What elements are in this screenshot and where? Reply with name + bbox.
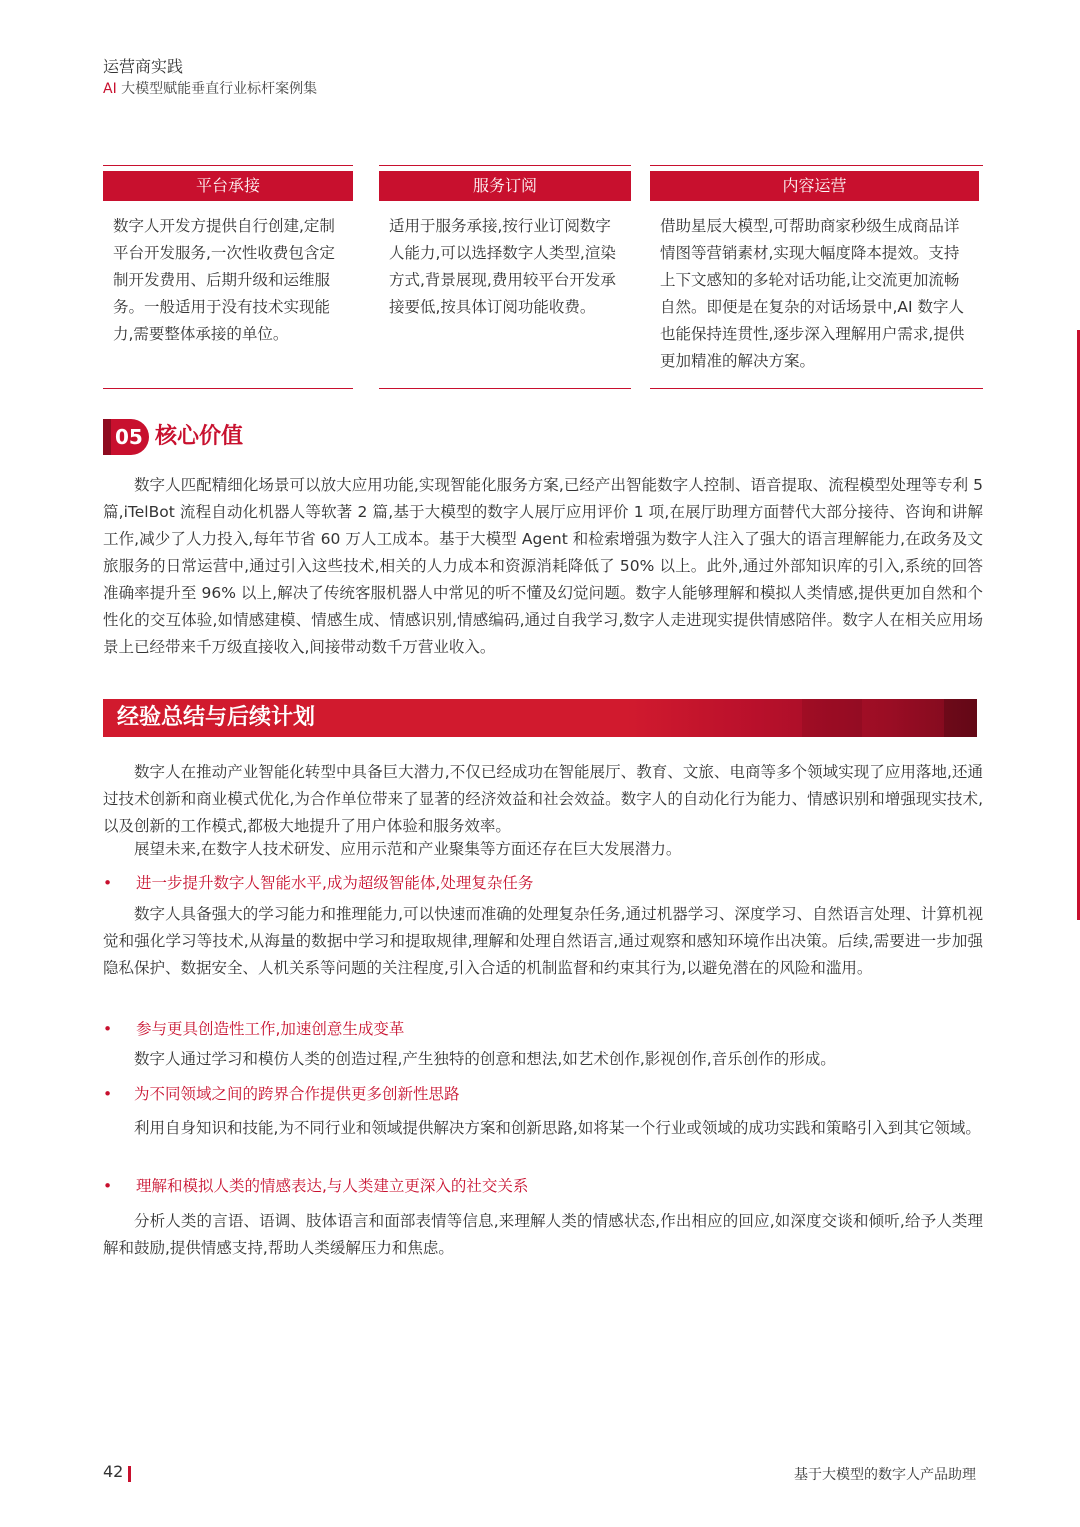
- footer-divider: [128, 1466, 131, 1482]
- bullet-title: 理解和模拟人类的情感表达,与人类建立更深入的社交关系: [136, 1177, 529, 1195]
- section-number-badge: [103, 419, 149, 455]
- bullet-dot-icon: •: [103, 1085, 113, 1103]
- column-body: 借助星辰大模型,可帮助商家秒级生成商品详情图等营销素材,实现大幅度降本提效。支持上下文感知的多轮对话功能,让交流更加流畅自然。即便是在复杂的对话场景中,AI 数字人也能保持连贯性,逐步深入理解用户需求,提供更加精准的解决方案。: [660, 217, 965, 370]
- column-content-ops: [650, 165, 983, 389]
- summary-banner: [103, 699, 977, 737]
- bullet-title: 为不同领域之间的跨界合作提供更多创新性思路: [134, 1085, 460, 1103]
- header-title: 运营商实践: [103, 57, 184, 76]
- summary-outlook-paragraph: 展望未来,在数字人技术研发、应用示范和产业聚集等方面还存在巨大发展潜力。: [134, 840, 682, 858]
- column-body: 数字人开发方提供自行创建,定制平台开发服务,一次性收费包含定制开发费用、后期升级和运维服务。一般适用于没有技术实现能力,需要整体承接的单位。: [113, 217, 335, 343]
- bullet-dot-icon: •: [103, 874, 113, 892]
- bullet-body: 分析人类的言语、语调、肢体语言和面部表情等信息,来理解人类的情感状态,作出相应的回应,如深度交谈和倾听,给予人类理解和鼓励,提供情感支持,帮助人类缓解压力和焦虑。: [103, 1212, 983, 1257]
- banner-decoration: [944, 699, 977, 737]
- section-title: 核心价值: [155, 424, 244, 449]
- column-heading: 内容运营: [650, 171, 979, 201]
- column-subscription: [379, 165, 631, 389]
- bullet-title: 进一步提升数字人智能水平,成为超级智能体,处理复杂任务: [136, 874, 534, 892]
- core-value-paragraph: 数字人匹配精细化场景可以放大应用功能,实现智能化服务方案,已经产出智能数字人控制、语音提取、流程模型处理等专利 5 篇,iTelBot 流程自动化机器人等软著 2 篇,基于大模型的数字人展厅应用评价 1 项,在展厅助理方面替代大部分接待、咨询和讲解工作,减少了人力投入,每年节省 60 万人工成本。基于大模型 Agent 和检索增强为数字人注入了强大的语言理解能力,在政务及文旅服务的日常运营中,通过引入这些技术,相关的人力成本和资源消耗降低了 50% 以上。此外,通过外部知识库的引入,系统的回答准确率提升至 96% 以上,解决了传统客服机器人中常见的听不懂及幻觉问题。数字人能够理解和模拟人类情感,提供更加自然和个性化的交互体验,如情感建模、情感生成、情感识别,情感编码,通过自我学习,数字人走进现实提供情感陪伴。数字人在相关应用场景上已经带来千万级直接收入,间接带动数千万营业收入。: [103, 476, 983, 656]
- bullet-body: 数字人具备强大的学习能力和推理能力,可以快速而准确的处理复杂任务,通过机器学习、深度学习、自然语言处理、计算机视觉和强化学习等技术,从海量的数据中学习和提取规律,理解和处理自然语言,通过观察和感知环境作出决策。后续,需要进一步加强隐私保护、数据安全、人机关系等问题的关注程度,引入合适的机制监督和约束其行为,以避免潜在的风险和滥用。: [103, 905, 983, 977]
- section-heading-core-value: [103, 415, 503, 455]
- column-body: 适用于服务承接,按行业订阅数字人能力,可以选择数字人类型,渲染方式,背景展现,费用较平台开发承接要低,按具体订阅功能收费。: [389, 217, 616, 316]
- footer-doc-title: 基于大模型的数字人产品助理: [794, 1467, 976, 1483]
- business-model-columns: [103, 165, 983, 387]
- summary-intro-paragraph: 数字人在推动产业智能化转型中具备巨大潜力,不仅已经成功在智能展厅、教育、文旅、电商等多个领域实现了应用落地,还通过技术创新和商业模式优化,为合作单位带来了显著的经济效益和社会效益。数字人的自动化行为能力、情感识别和增强现实技术,以及创新的工作模式,都极大地提升了用户体验和服务效率。: [103, 763, 983, 835]
- header-subtitle-rest: 大模型赋能垂直行业标杆案例集: [116, 81, 318, 97]
- bullet-body: 利用自身知识和技能,为不同行业和领域提供解决方案和创新思路,如将某一个行业或领域的成功实践和策略引入到其它领域。: [134, 1119, 981, 1137]
- header-subtitle: [103, 79, 317, 99]
- bullet-dot-icon: •: [103, 1177, 113, 1195]
- section-number: 05: [115, 425, 143, 449]
- column-heading: 平台承接: [103, 171, 353, 201]
- page-header: [103, 55, 317, 99]
- banner-decoration: [802, 699, 862, 737]
- bullet-title: 参与更具创造性工作,加速创意生成变革: [136, 1020, 405, 1038]
- column-heading: 服务订阅: [379, 171, 631, 201]
- header-subtitle-ai: AI: [103, 81, 117, 97]
- bullet-body: 数字人通过学习和模仿人类的创造过程,产生独特的创意和想法,如艺术创作,影视创作,音乐创作的形成。: [134, 1050, 836, 1068]
- bullet-dot-icon: •: [103, 1020, 113, 1038]
- page-number: 42: [103, 1462, 124, 1481]
- banner-title: 经验总结与后续计划: [117, 705, 316, 730]
- column-platform: [103, 165, 353, 389]
